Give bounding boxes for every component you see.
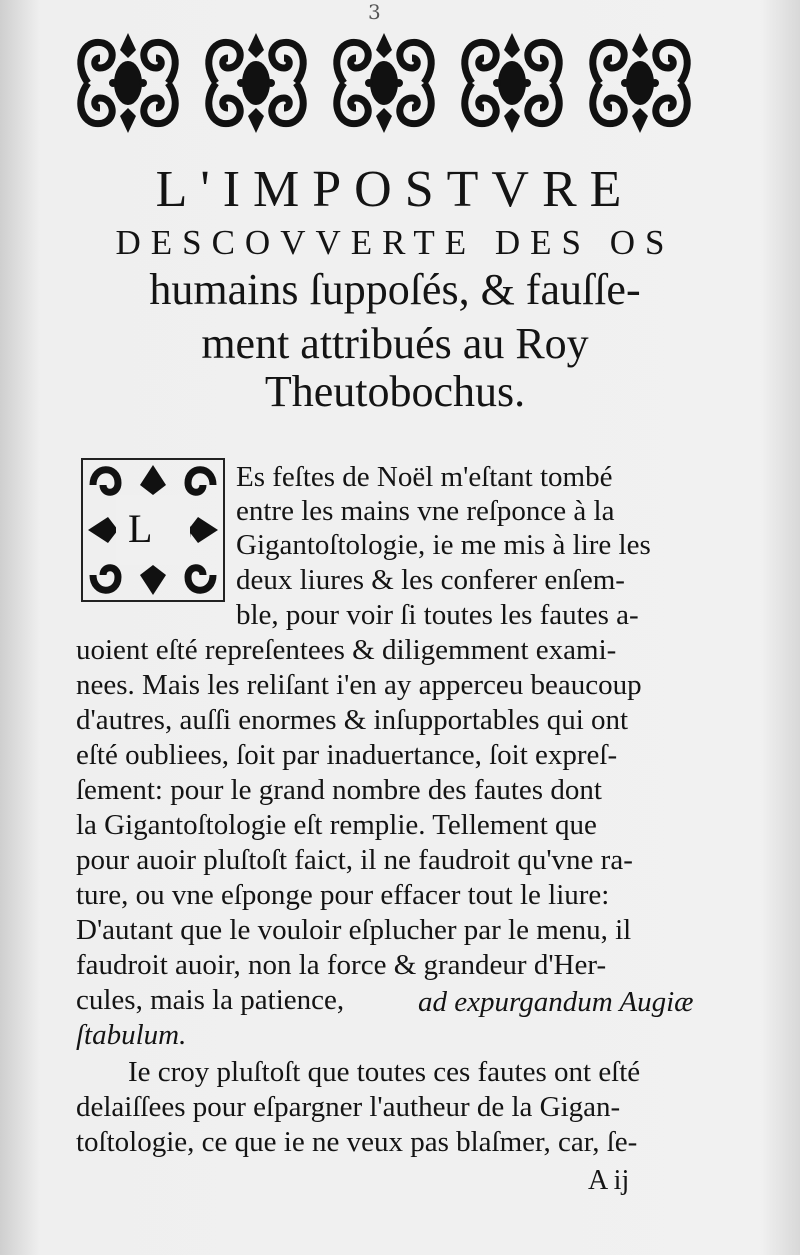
title-line-1: L'IMPOSTVRE xyxy=(155,161,635,218)
body-line: Gigantoſtologie, ie me mis à lire les xyxy=(236,529,651,561)
drop-cap-ornament xyxy=(78,455,228,605)
body-line: delaiſſees pour eſpargner l'autheur de la Gigan- xyxy=(76,1091,621,1123)
body-line: D'autant que le vouloir eſplucher par le menu, il xyxy=(76,914,632,946)
title-line-3: humains ſuppoſés, & fauſſe- xyxy=(149,265,641,314)
body-line: uoient eſté repreſentees & diligemment exami- xyxy=(76,634,617,666)
body-line: toſtologie, ce que ie ne veux pas blaſmer, car, ſe- xyxy=(76,1126,638,1158)
headpiece-ornament xyxy=(68,28,708,138)
title-line-4: ment attribués au Roy xyxy=(201,319,589,368)
body-line: la Gigantoſtologie eſt remplie. Tellement que xyxy=(76,809,597,841)
drop-cap-letter: L xyxy=(128,506,153,551)
signature-mark: A ij xyxy=(588,1165,630,1196)
body-line: ture, ou vne eſponge pour effacer tout le liure: xyxy=(76,879,610,911)
body-line: cules, mais la patience, xyxy=(76,984,345,1016)
body-line: entre les mains vne reſponce à la xyxy=(236,495,615,527)
body-line: d'autres, auſſi enormes & inſupportables qui ont xyxy=(76,704,629,736)
body-line: Es feſtes de Noël m'eſtant tombé xyxy=(236,461,613,493)
body-line: deux liures & les conferer enſem- xyxy=(236,564,625,596)
body-line: ble, pour voir ſi toutes les fautes a- xyxy=(236,599,639,631)
body-line: Ie croy pluſtoſt que toutes ces fautes ont eſté xyxy=(128,1056,641,1088)
latin-quote: ad expurgandum Augiæ xyxy=(418,986,694,1018)
title-line-5: Theutobochus. xyxy=(264,367,526,416)
body-line: faudroit auoir, non la force & grandeur d'Her- xyxy=(76,949,607,981)
body-line: pour auoir pluſtoſt faict, il ne faudroit qu'vne ra- xyxy=(76,844,633,876)
page-number: 3 xyxy=(368,0,381,24)
body-line: ſement: pour le grand nombre des fautes dont xyxy=(76,774,602,806)
title-line-2: DESCOVVERTE DES OS xyxy=(115,223,675,262)
body-line: nees. Mais les reliſant i'en ay apperceu beaucoup xyxy=(76,669,642,701)
latin-quote-end: ſtabulum. xyxy=(76,1019,187,1051)
body-line: eſté oubliees, ſoit par inaduertance, ſoit expreſ- xyxy=(76,739,618,771)
